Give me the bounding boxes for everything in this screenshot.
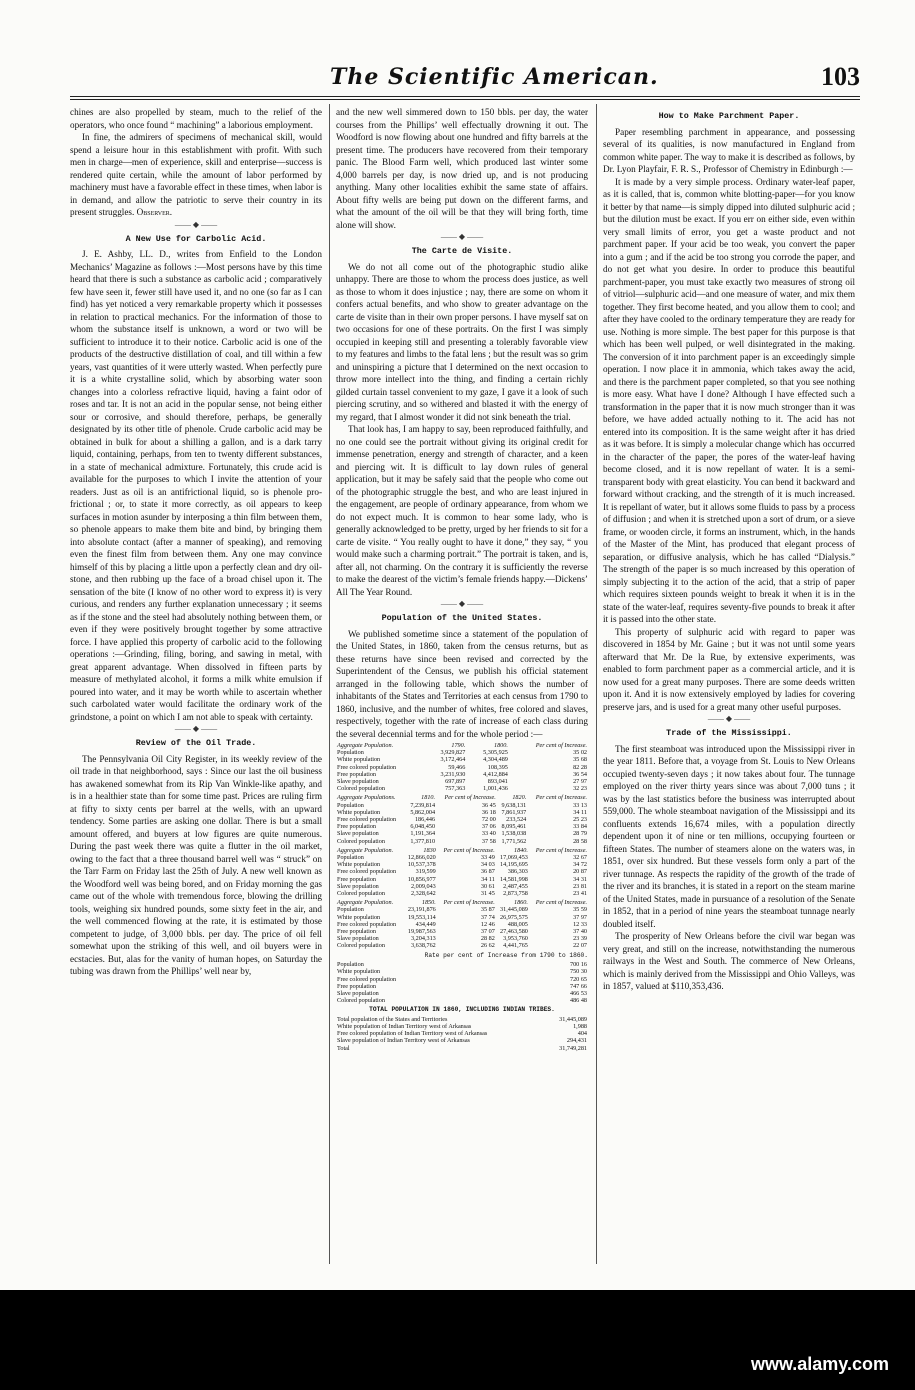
table-header-cell: Per cent of Increase.: [535, 742, 587, 749]
table-row: [336, 861, 588, 868]
table-cell: 233,524: [506, 816, 527, 824]
masthead-rule: [70, 96, 860, 97]
table-cell: Free colored population: [337, 975, 397, 983]
table-cell: 7,239,814: [410, 801, 436, 809]
table-cell: 4,412,884: [483, 770, 508, 778]
table-cell: 82 28: [573, 763, 587, 771]
table-cell: 37 40: [573, 928, 587, 936]
table-cell: 3,204,313: [411, 935, 436, 943]
rate-heading: Rate per cent of Increase from 1790 to 1860.: [424, 951, 588, 959]
column-divider: [596, 104, 597, 1264]
article-signature: Observer.: [136, 207, 173, 217]
table-cell: 17,069,453: [500, 854, 528, 862]
table-cell: 22 07: [573, 942, 587, 950]
table-cell: 10,856,977: [407, 875, 436, 883]
table-row: [336, 1016, 588, 1023]
table-row: [336, 990, 588, 997]
table-cell: 32 67: [573, 854, 587, 862]
table-cell: 36 45: [481, 801, 496, 809]
table-cell: 9,638,131: [501, 801, 527, 809]
table-cell: 33 49: [480, 854, 495, 862]
population-table: [336, 899, 588, 949]
population-table: [336, 794, 588, 844]
column-2: [336, 106, 588, 1266]
table-cell: White population: [337, 968, 381, 976]
table-cell: 25 23: [573, 816, 587, 824]
table-cell: 3,231,930: [440, 770, 466, 778]
population-tables: [336, 742, 588, 950]
table-header-cell: Aggregate Population.: [337, 846, 394, 854]
table-cell: Free colored population: [337, 816, 397, 824]
table-header-row: [336, 794, 588, 801]
table-cell: Total population of the States and Territories: [337, 1015, 448, 1023]
table-row: [336, 914, 588, 921]
totals-heading: TOTAL POPULATION IN 1860, INCLUDING INDIAN TRIBES.: [369, 1006, 555, 1014]
column-divider: [329, 104, 330, 1264]
headline-parchment-paper: How to Make Parchment Paper.: [658, 111, 800, 121]
table-cell: 1,191,364: [410, 830, 436, 838]
table-cell: Slave population: [337, 778, 379, 786]
table-cell: 23,191,876: [407, 906, 436, 914]
table-cell: 434,449: [415, 920, 436, 928]
table-cell: 28 82: [480, 935, 495, 943]
table-cell: Population: [337, 961, 364, 969]
table-cell: 1,771,562: [501, 837, 527, 845]
article-paragraph: We published sometime since a statement of the population of the United States, in 1860, taken from the census returns, but as these returns have since been revised and corrected by the Superintendent of the Census, we publish his official statement arranged in the following table, which shows the number of inhabitants of the States and Territories at each census from 1790 to 1860, inclusive, and the number of whites, free colored and slaves, respectively, together with the rate of increase of each class during the several decennial terms and for the whole period :—: [336, 628, 588, 739]
table-header-cell: Per cent of Increase.: [444, 794, 496, 802]
table-cell: 12 46: [480, 920, 495, 928]
headline-population: Population of the United States.: [381, 613, 543, 623]
table-row: [336, 809, 588, 816]
table-row: [336, 1045, 588, 1052]
table-cell: 747 66: [569, 982, 587, 990]
table-row: [336, 749, 588, 756]
table-cell: 26,975,575: [500, 913, 528, 921]
table-row: [336, 1030, 588, 1037]
masthead-rule-thin: [70, 99, 860, 100]
table-row: [336, 785, 588, 792]
table-cell: Slave population: [337, 935, 379, 943]
table-cell: 36 87: [480, 868, 495, 876]
headline-carbolic-acid: A New Use for Carbolic Acid.: [125, 233, 267, 244]
table-cell: Colored population: [337, 837, 385, 845]
table-cell: 1,001,436: [483, 785, 508, 793]
table-row: [336, 838, 588, 845]
page-number: 103: [821, 62, 860, 91]
column-1: [70, 106, 322, 1266]
table-cell: Free population: [337, 823, 377, 831]
table-header-cell: Per cent of Increase.: [535, 846, 587, 854]
table-cell: 37 06: [481, 823, 496, 831]
table-cell: Slave population: [337, 989, 379, 997]
table-cell: 2,009,043: [411, 882, 436, 890]
table-cell: White population: [337, 808, 381, 816]
table-cell: 32 23: [573, 785, 587, 793]
table-cell: 3,638,762: [411, 942, 436, 950]
table-cell: 3,953,760: [503, 935, 528, 943]
population-table: [336, 742, 588, 792]
table-cell: 386,303: [507, 868, 528, 876]
watermark-text: www.alamy.com: [750, 1354, 889, 1374]
column-3: [603, 106, 855, 1266]
table-cell: 37 97: [573, 913, 587, 921]
table-cell: 1,377,810: [410, 837, 436, 845]
section-separator: —— ◆ ——: [707, 714, 751, 723]
table-header-cell: 1830: [423, 846, 436, 854]
table-header-row: [336, 742, 588, 749]
table-row: [336, 968, 588, 975]
table-cell: 3,172,464: [440, 756, 466, 764]
table-cell: 36 54: [573, 770, 587, 778]
table-cell: Free population: [337, 982, 377, 990]
table-row: [336, 876, 588, 883]
table-cell: 26 62: [480, 942, 495, 950]
table-cell: 697,897: [445, 778, 466, 786]
table-header-cell: Aggregate Population.: [337, 899, 394, 907]
section-separator: —— ◆ ——: [440, 599, 484, 608]
table-cell: Colored population: [337, 997, 385, 1005]
table-cell: 488,005: [507, 920, 528, 928]
table-cell: 14,581,998: [500, 875, 528, 883]
table-row: [336, 771, 588, 778]
table-cell: 14,195,695: [500, 861, 528, 869]
table-cell: Total: [337, 1044, 350, 1052]
table-cell: 36 18: [481, 808, 496, 816]
table-cell: 34 31: [573, 875, 587, 883]
article-paragraph: In fine, the admirers of specimens of mechanical skill, would spend a leisure hour in this establishment with profit. With such men in charge—men of experience, skill and enterprise—success is rendered quite certain, while the amount of labor performed by machinery must have a favorable effect in these times, when labor is in demand, and allow the patriotic to serve their country in its present struggles. Observer.: [70, 132, 322, 217]
table-row: [336, 906, 588, 913]
table-cell: 757,363: [445, 785, 466, 793]
table-row: [336, 942, 588, 949]
table-header-cell: Aggregate Population.: [337, 742, 394, 749]
table-row: [336, 823, 588, 830]
table-header-cell: 1800.: [493, 742, 508, 749]
section-separator: —— ◆ ——: [174, 724, 218, 733]
table-row: [336, 830, 588, 837]
table-cell: 33 40: [481, 830, 496, 838]
table-cell: 4,304,489: [483, 756, 508, 764]
article-paragraph: J. E. Ashby, LL. D., writes from Enfield to the London Mechanics’ Magazine as follows :—Most persons have by this time heard that there is such a substance as carbolic acid ; comparatively few have seen it, fewer still have used it, and no one (so far as I can find) has yet noticed a very remarkable property which it possesses in relation to practical mechanics. For the information of those to whom the substance itself is unknown, a word or two will be sufficient to introduce it to their notice. Carbolic acid is one of the products of the destructive distillation of coal, and till within a few years, vast quantities of it were utterly wasted. When perfectly pure it is a white crystalline solid, which by absorbing water soon changes into a colorless refractive liquid, having a faint odor of roses and tar. It is not an acid in the popular sense, not being either sour or corrosive, and should therefore, perhaps, be generally designated by its other title of phenole. Crude carbolic acid may be obtained in bulk for about a shilling a gallon, and is a dark tarry liquid, containing, perhaps, from ten to twenty different substances, in a state of mechanical admixture. Fortunately, this crude acid is available for the purposes to which I invite the attention of your readers. Just as oil is an antifrictional liquid, so is phenole pro-frictional ; or, to state it more correctly, as oil appears to keep surfaces in motion asunder by interposing a thin film between them, so phenole appears to make them bite and bind, by bringing them into absolute contact (after a manner of speaking), and removing even the finest film from between them. Any one may convince himself of this by placing a little upon a perfectly clean and dry oil-stone, and then rubbing up the face of a broad chisel upon it. The sensation of the bite (I know of no other word to express it) is very curious, and renders any further explanation unnecessary ; it seems as if the stone and the steel had absolutely nothing between them, or even if they were positively brought together by some attractive force. I have applied this property of carbolic acid to the following operations :—Grinding, filing, boring, and sawing in metal, with great apparent advantage. When dissolved in fifteen parts by measure of methylated alcohol, it forms a milk white emulsion if poured into water, and it may be worth while to ascertain whether such carbolated water would facilitate the ordinary work of the grindstone, a point on which I am not able to speak with certainty.: [70, 249, 322, 722]
table-cell: 19,987,563: [407, 928, 436, 936]
table-cell: 7,861,937: [501, 808, 527, 816]
table-cell: 186,446: [414, 816, 436, 824]
table-cell: 20 87: [573, 868, 587, 876]
table-cell: Free population: [337, 770, 377, 778]
table-cell: White population: [337, 913, 381, 921]
section-separator: —— ◆ ——: [440, 232, 484, 241]
table-cell: 37 58: [481, 837, 496, 845]
table-row: [336, 868, 588, 875]
table-cell: 72 00: [481, 816, 496, 824]
table-cell: Slave population: [337, 830, 379, 838]
table-cell: Free colored population: [337, 763, 397, 771]
table-cell: 466 53: [569, 989, 587, 997]
table-cell: 59,466: [448, 763, 466, 771]
table-cell: Free population: [337, 875, 377, 883]
table-cell: 27,463,580: [500, 928, 528, 936]
article-paragraph: The prosperity of New Orleans before the civil war began was very great, and still on the increase, notwithstanding the numerous railways in the West and South. The commerce of New Orleans, which is mainly derived from the Mississippi and Ohio Valleys, was in 1857, valued at $110,353,436.: [603, 931, 855, 991]
table-cell: 720 65: [569, 975, 587, 983]
table-header-cell: 1820.: [512, 794, 527, 802]
table-header-row: [336, 899, 588, 906]
table-cell: 2,487,455: [503, 882, 528, 890]
table-cell: 28 58: [573, 837, 587, 845]
table-cell: 6,048,450: [410, 823, 436, 831]
table-row: [336, 997, 588, 1004]
table-cell: Free population: [337, 928, 377, 936]
table-cell: Slave population of Indian Territory west of Arkansas: [337, 1037, 470, 1045]
table-header-cell: Per cent of Increase.: [443, 899, 495, 907]
table-cell: 34 11: [481, 875, 495, 883]
table-row: [336, 778, 588, 785]
table-row: [336, 756, 588, 763]
table-row: [336, 1023, 588, 1030]
table-cell: Colored population: [337, 890, 385, 898]
table-cell: 35 87: [480, 906, 495, 914]
table-cell: 33 13: [573, 801, 587, 809]
table-header-cell: 1860.: [513, 899, 528, 907]
table-cell: White population: [337, 861, 381, 869]
table-cell: 319,599: [415, 868, 436, 876]
table-cell: 294,431: [566, 1037, 587, 1045]
table-cell: Free colored population: [337, 920, 397, 928]
table-cell: 10,537,378: [407, 861, 436, 869]
article-paragraph: chines are also propelled by steam, much to the relief of the operators, who once found “ machining” a laborious employment.: [70, 107, 322, 130]
table-cell: 486 48: [569, 997, 587, 1005]
table-cell: 2,328,642: [411, 890, 436, 898]
article-paragraph: That look has, I am happy to say, been reproduced faithfully, and no one could see the portrait without giving its original credit for immense penetration, energy and strength of character, and a keen and piercing wit. It is difficult to lay down rules of general application, but it may be safely said that the people who come out of the photographic struggle the best, and who are least injured in the engagement, are people of ordinary appearance, from whom we do not expect much. It is common to hear some lady, who is generally acknowledged to be pretty, urged by her friends to sit for a carte de visite. “ You really ought to have it done,” they say, “ you would make such a charming portrait.” The portrait is taken, and is, after all, not charming. On the contrary it is sufficiently the reverse to make the dearest of the victim’s female friends happy.—Dickens’ All The Year Round.: [336, 424, 588, 597]
table-cell: 700 16: [569, 961, 587, 969]
table-cell: 404: [577, 1030, 587, 1038]
table-header-cell: Per cent of Increase.: [535, 794, 587, 802]
table-header-cell: 1840.: [513, 846, 528, 854]
table-cell: 750 30: [569, 968, 587, 976]
table-cell: 8,095,461: [501, 823, 527, 831]
table-row: [336, 935, 588, 942]
article-paragraph: The first steamboat was introduced upon the Mississippi river in the year 1811. Before that, a voyage from St. Louis to New Orleans occupied twenty-seven days ; it now takes about four. The tunnage employed on the river thirty years since was about 7,000 tuns ; it was by the last statistics before the business was interrupted about 559,000. The whole steamboat navigation of the Mississippi and its confluents extends 16,674 miles, with a population directly dependent upon it of nine or ten millions, occupying fourteen or fifteen States. The number of steamers alone on the waters was, in 1851, over six hundred. But these vessels form only a part of the river tunnage. As respects the rapidity of the growth of the trade of the river and its branches, it is stated in a report on the steam marine of the United States, made in pursuance of a resolution of the Senate in 1852, that in a period of nine years the steamboat tunnage nearly doubled itself.: [603, 743, 855, 929]
table-header-cell: Aggregate Populations.: [337, 794, 396, 802]
table-cell: 31,445,089: [559, 1015, 587, 1023]
table-row: [336, 883, 588, 890]
table-cell: Colored population: [337, 942, 385, 950]
table-cell: 27 97: [573, 778, 587, 786]
table-cell: 1,538,038: [501, 830, 527, 838]
headline-oil-trade: Review of the Oil Trade.: [135, 738, 257, 748]
table-header-cell: 1850.: [421, 899, 436, 907]
table-cell: 35 68: [573, 756, 587, 764]
table-row: [336, 976, 588, 983]
masthead-title: The Scientific American.: [330, 64, 659, 90]
table-cell: 4,441,765: [503, 942, 528, 950]
table-cell: 34 72: [573, 861, 587, 869]
table-cell: 34 03: [480, 861, 495, 869]
table-cell: 12,866,020: [407, 854, 436, 862]
article-paragraph: The Pennsylvania Oil City Register, in its weekly review of the oil trade in that neighborhood, says : Since our last the oil business has awakened somewhat from its Rip Van Winkle-like apathy, and is in a healthier state than for some time past. Prices are ruling firm at fifty to sixty cents per barrel at the wells, with an upward tendency. Some parties are asking one dollar. There is but a small amount offered, and buyers at low figures are quite numerous. During the past week there was quite a flutter in the oil market, owing to the fact that a three thousand barrel well was “ struck” on the Tarr Farm on Friday last the 25th of July. A new well known as the Woodford well was being bored, and on Friday morning the gas came out of the whole with tremendous force, blowing the drilling tools, weighing six hundred pounds, some sixty feet in the air, and the well commenced flowing at the rate, it is estimated by those competent to judge, of 3,000 bbls. per day. The price of oil fell somewhat upon the striking of this well, and oil buyers were in ecstacies. But, alas for the vanity of human hopes, on Saturday the tubing was drawn from the Phillips’ well near by,: [70, 753, 322, 976]
table-cell: 31 45: [480, 890, 495, 898]
article-paragraph: We do not all come out of the photographic studio alike unhappy. There are those to whom the process does justice, as well as those to whom it does injustice ; nay, there are some on whom it confers actual benefits, and who show to greater advantage on the carte de visite than in their own proper persons. I have myself sat on two occasions for one of these portraits. On the first I was simply occupied in keeping still and presenting a tolerably favorable view to my features and limbs to the fatal lens ; but the result was so grim and uninspiring a picture that I determined on the next occasion to throw more intellect into the thing, and finding a certain richly gilded curtain tassel convenient to my gaze, I gave it a look of such piercing scrutiny, and so withered and blasted it with the energy of my regard, that I almost wonder it did not sink beneath the trial.: [336, 261, 588, 422]
table-cell: 19,553,114: [408, 913, 436, 921]
population-table: [336, 847, 588, 897]
table-cell: 23 39: [573, 935, 587, 943]
table-cell: 893,041: [487, 778, 508, 786]
table-cell: 35 59: [573, 906, 587, 914]
masthead: [70, 62, 860, 92]
table-row: [336, 890, 588, 897]
table-cell: 35 02: [573, 749, 587, 757]
table-row: [336, 983, 588, 990]
table-cell: 1,988: [573, 1022, 587, 1030]
watermark-bar: [0, 1290, 915, 1390]
table-header-cell: 1790.: [451, 742, 466, 749]
table-header-row: [336, 847, 588, 854]
headline-carte-de-visite: The Carte de Visite.: [411, 246, 513, 256]
table-cell: Free colored population of Indian Territory west of Arkansas: [337, 1030, 488, 1038]
headline-mississippi: Trade of the Mississippi.: [666, 728, 792, 738]
table-row: [336, 802, 588, 809]
table-cell: Slave population: [337, 882, 379, 890]
table-cell: 34 11: [573, 808, 587, 816]
table-cell: White population: [337, 756, 381, 764]
rates-table: [336, 961, 588, 1004]
table-row: [336, 854, 588, 861]
table-cell: 5,305,925: [483, 749, 508, 757]
article-paragraph: and the new well simmered down to 150 bbls. per day, the water courses from the Phillips’ well effectually drowning it out. The Woodford is now flowing about one hundred and fifty barrels at the present time. The producers have recovered from their temporary panic. The Blood Farm well, which produced last winter some 4,000 barrels per day, is now dried up, and is not producing anything. Many other localities exhibit the same state of affairs. About fifty wells are being put down on the different farms, and what the amount of the oil will be that they will bring forth, time alone will show.: [336, 107, 588, 230]
table-cell: 30 61: [480, 882, 495, 890]
table-cell: 5,862,004: [410, 808, 436, 816]
table-row: [336, 921, 588, 928]
table-cell: 2,873,758: [503, 890, 528, 898]
table-cell: 33 84: [573, 823, 587, 831]
table-header-cell: 1810.: [421, 794, 436, 802]
table-cell: Colored population: [337, 785, 385, 793]
section-separator: —— ◆ ——: [174, 219, 218, 229]
table-cell: Population: [337, 749, 364, 757]
table-row: [336, 961, 588, 968]
table-cell: 28 79: [573, 830, 587, 838]
table-header-cell: Per cent of Increase.: [443, 846, 495, 854]
table-cell: Population: [337, 854, 364, 862]
table-row: [336, 764, 588, 771]
table-cell: Free colored population: [337, 868, 397, 876]
table-cell: 3,929,827: [440, 749, 466, 757]
table-cell: 23 81: [573, 882, 587, 890]
article-paragraph: This property of sulphuric acid with regard to paper was discovered in 1854 by Mr. Gaine ; but it was not until some years afterward that Mr. De la Rue, by extensive experiments, was enabled to form parchment paper as a commercial article, and it is now used for a great many purposes. There are some deeds written upon it. And it is now extensively employed by ladies for covering preserve jars, and is used for a great many other useful purposes.: [603, 626, 855, 712]
table-cell: 23 41: [573, 890, 587, 898]
table-row: [336, 816, 588, 823]
table-cell: Population: [337, 801, 364, 809]
table-cell: 12 33: [573, 920, 587, 928]
table-cell: 31,749,281: [559, 1044, 587, 1052]
table-cell: 37 74: [480, 913, 495, 921]
table-header-cell: Per cent of Increase.: [535, 899, 587, 907]
table-cell: 108,395: [487, 763, 508, 771]
totals-table: [336, 1016, 588, 1052]
table-cell: 37 07: [480, 928, 495, 936]
table-row: [336, 928, 588, 935]
table-cell: White population of Indian Territory west of Arkansas: [337, 1022, 472, 1030]
article-paragraph: It is made by a very simple process. Ordinary water-leaf paper, as it is called, that is, common white blotting-paper—for you know it better by that name—is simply dipped into diluted sulphuric acid ; but the dilution must be exact. If you err on either side, even within very small limits of error, you get a waste product and not parchment paper. If your acid be too weak, you convert the paper into a gum ; and if the acid be too strong you corrode the paper, and do not get what you desire. In order to produce this beautiful parchment-paper, you must take exactly two measures of strong oil of vitriol—sulphuric acid—and one measure of water, and mix them together. They first become heated, and you allow them to cool; and after they have cooled to the ordinary temperature they are ready for use. Nothing is more simple. The best paper for this purpose is that which has been well pulped, or well disintegrated in the making. The conversion of it into parchment paper is an exceedingly simple operation. I now place it in ammonia, which takes away the acid, and there is the parchment paper completed, so that you see nothing is more easy. What have I done? Although I have effected such a transformation in the paper that it is now much stronger than it was before, we have added actually nothing to it. The acid has not entered into its composition. It is the same weight after it has dried as it was before. It is simply a molecular change which has occurred in the character of the paper, the pores of the water-leaf having become closed, and it is now repellant of water. It is a semi-transparent body with great elasticity. You can bend it backward and forward without cracking, and the strength of it is much increased. It is repellant of water, but it allows some fluids to pass by a process of diffusion ; and when it is stretched upon a sort of drum, or a sieve frame, or wooden circle, it forms an instrument, which, in the hands of the Master of the Mint, has produced that elegant process of separation, or diffusive analysis, which he has called “Dialysis.” The strength of the paper is so much increased by this operation of simply subjecting it to the action of the acid, that a strip of paper which requires sixteen pounds weight to break it when it is in the state of the water-leaf, requires seventy-five pounds to break it after it is passed into the other state.: [603, 176, 855, 624]
table-cell: Population: [337, 906, 364, 914]
table-cell: 31,445,089: [500, 906, 528, 914]
table-row: [336, 1037, 588, 1044]
article-paragraph: Paper resembling parchment in appearance, and possessing several of its qualities, is now manufactured in England from common white paper. The way to make it is described as follows, by Dr. Lyon Playfair, F. R. S., Professor of Chemistry in Edinburgh :—: [603, 126, 855, 174]
